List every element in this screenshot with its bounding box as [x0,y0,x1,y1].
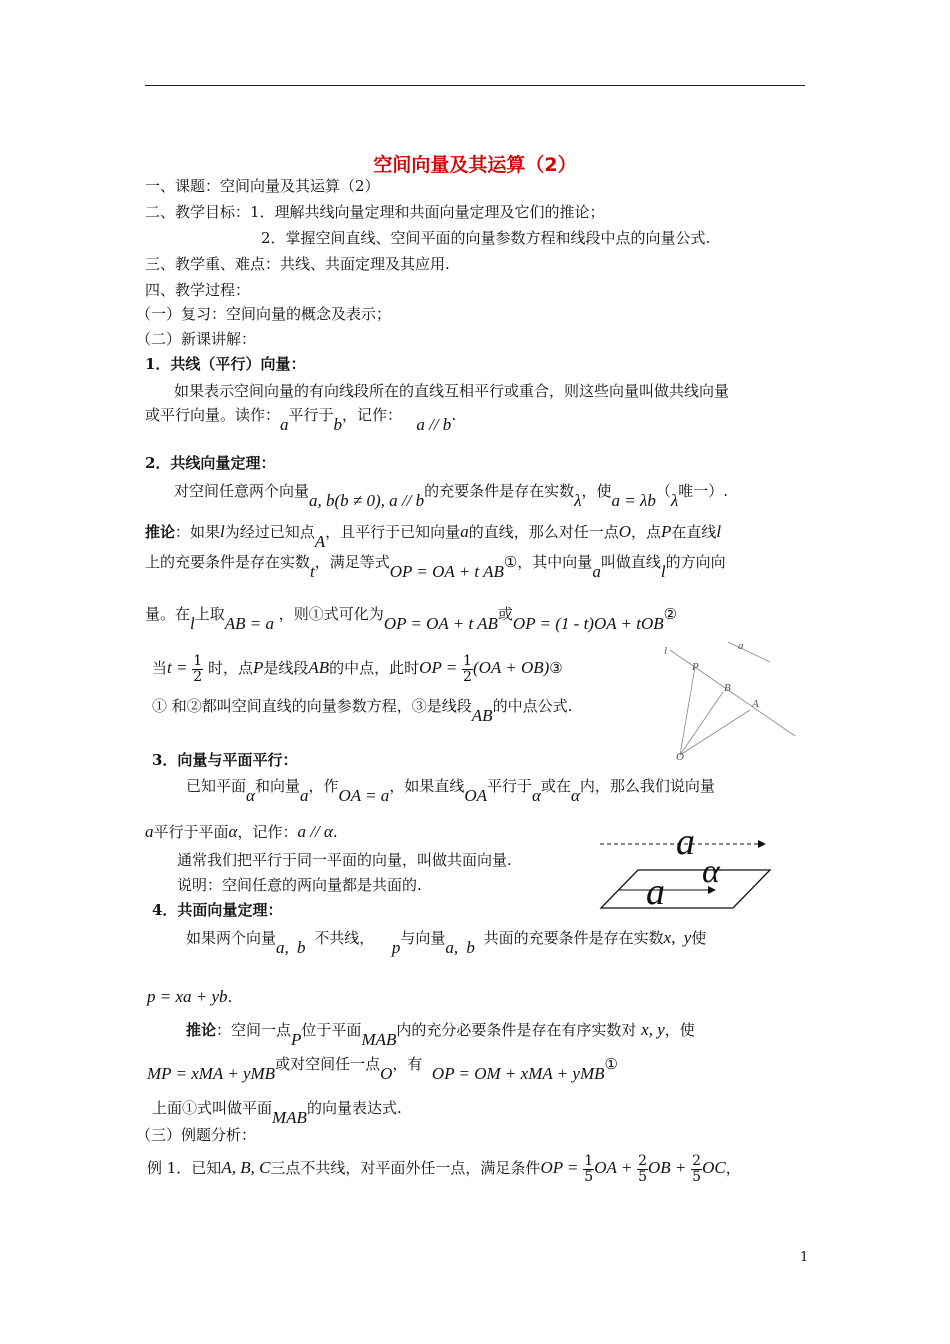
text-line: 已知平面α和向量a，作OA = a，如果直线OA平行于α或在α内，那么我们说向量 [186,777,715,805]
text-line: 上的充要条件是存在实数t，满足等式OP = OA + t AB①，其中向量a叫做直线l的方向向 [145,553,726,581]
label-a: a [738,640,744,652]
text-line: 一、课题：空间向量及其运算（2） [145,177,380,195]
section-heading: 2．共线向量定理： [145,454,276,472]
text-line: ① 和②都叫空间直线的向量参数方程，③是线段AB的中点公式. [152,697,573,725]
text-line: 例 1．已知A, B, C三点不共线，对平面外任一点，满足条件OP = $\frac{1}{5}$ OA + $\frac{2}{5}$ OB + $\frac{2}{5}$ OC， [147,1152,741,1185]
text-line: 对空间任意两个向量a, b(b ≠ 0), a // b的充要条件是存在实数λ，使a = λb（λ唯一）. [174,482,729,510]
vector-OP [680,667,695,755]
text-line: 二、教学目标：1．理解共线向量定理和共面向量定理及它们的推论； [145,203,605,221]
text-line: 如果表示空间向量的有向线段所在的直线互相平行或重合，则这些向量叫做共线向量 [174,382,730,400]
label-O: O [676,751,684,760]
collinear-diagram [660,640,800,760]
text-line: 量。在l上取AB = a ，则①式可化为OP = OA + t AB或OP = (1 - t)OA + tOB② [145,605,678,633]
line-l [670,650,795,736]
text-line: （二）新课讲解： [136,330,257,348]
label-l: l [664,645,668,657]
label-P: P [692,661,699,673]
label-A: A [752,698,759,710]
text-line: （三）例题分析： [136,1126,257,1144]
label-a-bottom: a [646,871,665,913]
header-rule [145,85,805,86]
plane-alpha [601,870,770,908]
label-B: B [724,682,731,694]
section-heading: 3．向量与平面平行： [152,751,298,769]
text-line: 说明：空间任意的两向量都是共面的. [177,876,422,894]
text-line: 三、教学重、难点：共线、共面定理及其应用. [145,255,450,273]
section-heading: 4．共面向量定理： [152,901,283,919]
vector-OA [680,710,750,755]
text-line: 如果两个向量a, b 不共线， p与向量a, b 共面的充要条件是存在实数x, y使 [186,928,707,957]
label-alpha: α [702,853,720,890]
vector-a-arrow [728,642,770,662]
section-heading: 1．共线（平行）向量： [145,355,306,373]
text-line: a平行于平面α，记作：a // α. [145,822,338,841]
text-line: 推论：空间一点P位于平面MAB内的充分必要条件是存在有序实数对 x, y，使 [186,1020,695,1049]
text-line: 推论：如果l为经过已知点A，且平行于已知向量a的直线，那么对任一点O，点P在直线l [145,522,722,551]
label-a-top: a [676,821,695,863]
page-title: 空间向量及其运算（2） [373,154,577,176]
text-line: 或平行向量。读作：a平行于b，记作： a // b. [145,406,457,434]
text-line: （一）复习：空间向量的概念及表示； [136,305,392,323]
text-line: 四、教学过程： [145,281,251,299]
text-line: MP = xMA + yMB或对空间任一点O，有 OP = OM + xMA + yMB① [147,1055,618,1083]
text-line: 当t = $\frac{1}{2}$ 时，点P是线段AB的中点，此时OP = $\frac{1}{2}$ (OA + OB)③ [152,652,563,685]
text-line: 通常我们把平行于同一平面的向量，叫做共面向量. [177,851,512,869]
text-line: 2．掌握空间直线、空间平面的向量参数方程和线段中点的向量公式. [261,229,711,247]
text-line: 上面①式叫做平面MAB的向量表达式. [152,1099,402,1127]
vector-OB [680,692,723,755]
arrow-head [758,840,766,848]
text-line: p = xa + yb. [147,987,233,1006]
page-number: 1 [800,1250,809,1265]
plane-diagram [598,820,773,915]
